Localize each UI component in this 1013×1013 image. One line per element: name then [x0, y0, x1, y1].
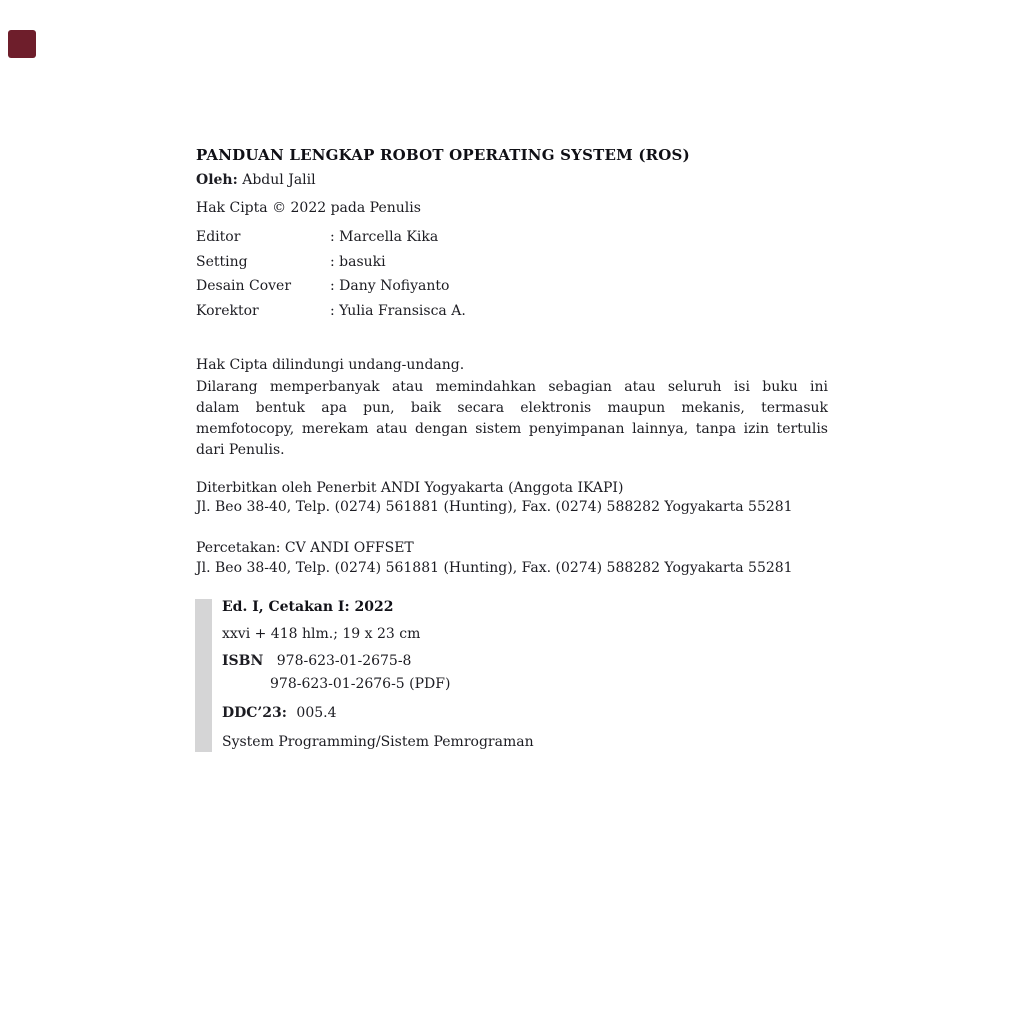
prohibition-line: dalam bentuk apa pun, baik secara elektronis maupun mekanis, termasuk: [196, 400, 828, 416]
credit-value: : Marcella Kika: [330, 229, 439, 245]
credit-label: Editor: [196, 229, 241, 245]
printer-line: Percetakan: CV ANDI OFFSET: [196, 540, 414, 556]
author-label: Oleh:: [196, 172, 238, 188]
printer-address-line: Jl. Beo 38-40, Telp. (0274) 561881 (Hunting), Fax. (0274) 588282 Yogyakarta 55281: [196, 560, 793, 576]
credit-value: : Yulia Fransisca A.: [330, 303, 466, 319]
book-title: PANDUAN LENGKAP ROBOT OPERATING SYSTEM (ROS): [196, 146, 690, 164]
credit-value: : basuki: [330, 254, 386, 270]
credit-label: Setting: [196, 254, 248, 270]
prohibition-line: Dilarang memperbanyak atau memindahkan sebagian atau seluruh isi buku ini: [196, 379, 828, 395]
corner-mark: [8, 30, 36, 58]
isbn-print-line: [222, 653, 411, 669]
ddc-label: DDC’23:: [222, 705, 287, 721]
credit-label: Desain Cover: [196, 278, 292, 294]
prohibition-line: dari Penulis.: [196, 442, 285, 458]
pages-size-line: xxvi + 418 hlm.; 19 x 23 cm: [222, 626, 421, 642]
ddc-value: 005.4: [296, 705, 337, 721]
edition-line: Ed. I, Cetakan I: 2022: [222, 599, 394, 615]
author-name: Abdul Jalil: [242, 172, 316, 188]
ddc-line: [222, 705, 337, 721]
isbn-print-number: 978-623-01-2675-8: [276, 653, 412, 669]
copyright-line: Hak Cipta © 2022 pada Penulis: [196, 200, 421, 216]
publisher-line: Diterbitkan oleh Penerbit ANDI Yogyakarta (Anggota IKAPI): [196, 480, 624, 496]
colophon-divider-bar: [195, 599, 212, 752]
author-line: [196, 172, 832, 188]
credit-row-korektor: [196, 303, 832, 320]
isbn-label: ISBN: [222, 653, 264, 669]
credit-label: Korektor: [196, 303, 259, 319]
credit-row-editor: [196, 229, 832, 246]
credit-row-setting: [196, 254, 832, 271]
prohibition-line: memfotocopy, merekam atau dengan sistem penyimpanan lainnya, tanpa izin tertulis: [196, 421, 828, 437]
subject-line: System Programming/Sistem Pemrograman: [222, 734, 534, 750]
publisher-address-line: Jl. Beo 38-40, Telp. (0274) 561881 (Hunting), Fax. (0274) 588282 Yogyakarta 55281: [196, 499, 793, 515]
isbn-pdf-line: 978-623-01-2676-5 (PDF): [270, 676, 451, 692]
credit-value: : Dany Nofiyanto: [330, 278, 450, 294]
rights-notice: Hak Cipta dilindungi undang-undang.: [196, 357, 465, 373]
credit-row-desain-cover: [196, 278, 832, 295]
